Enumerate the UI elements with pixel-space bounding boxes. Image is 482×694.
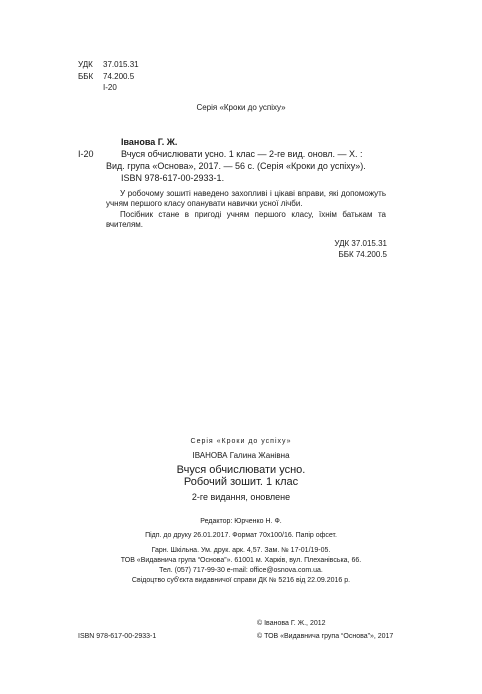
catalog-author: Іванова Г. Ж. bbox=[121, 137, 178, 147]
bbk-value: 74.200.5 bbox=[103, 72, 135, 81]
annotation-paragraph-1: У робочому зошиті наведено захопливі і цікаві вправи, які допоможуть учням першого класу опанувати навички усної лічби. bbox=[106, 189, 386, 208]
catalog-line-2: Вид. група «Основа», 2017. — 56 с. (Серія «Кроки до успіху»). bbox=[106, 161, 366, 171]
bbk-label: ББК bbox=[78, 72, 94, 81]
imprint-author: ІВАНОВА Галина Жанівна bbox=[192, 451, 290, 460]
imprint-publisher: ТОВ «Видавнича група “Основа”». 61001 м. Харків, вул. Плеханівська, 66. bbox=[120, 557, 362, 564]
imprint-edition: 2-ге видання, оновлене bbox=[191, 492, 291, 502]
imprint-series: Серія «Кроки до успіху» bbox=[190, 438, 292, 445]
udk-value: 37.015.31 bbox=[103, 60, 139, 69]
catalog-isbn: ISBN 978-617-00-2933-1. bbox=[121, 173, 225, 183]
catalog-line-1: Вчуся обчислювати усно. 1 клас — 2-ге вид. оновл. — Х. : bbox=[121, 149, 363, 159]
udk-label: УДК bbox=[78, 60, 93, 69]
author-index-code: І-20 bbox=[103, 83, 117, 92]
imprint-font-info: Гарн. Шкільна. Ум. друк. арк. 4,57. Зам. № 17-01/19-05. bbox=[151, 547, 331, 554]
catalog-index: І-20 bbox=[78, 149, 94, 159]
footer-isbn: ISBN 978-617-00-2933-1 bbox=[78, 633, 157, 640]
copyright-author: © Іванова Г. Ж., 2012 bbox=[257, 620, 326, 627]
copyright-publisher: © ТОВ «Видавнича група “Основа”», 2017 bbox=[257, 633, 394, 640]
annotation-paragraph-2: Посібник стане в пригоді учням першого класу, їхнім батькам та вчителям. bbox=[106, 210, 386, 229]
imprint-contacts: Тел. (057) 717-99-30 e-mail: office@osnova.com.ua. bbox=[159, 567, 323, 574]
catalog-udk: УДК 37.015.31 bbox=[334, 239, 387, 248]
imprint-editor: Редактор: Юрченко Н. Ф. bbox=[200, 518, 282, 525]
imprint-title-line-2: Робочий зошит. 1 клас bbox=[183, 476, 299, 488]
imprint-printing: Підп. до друку 26.01.2017. Формат 70х100/16. Папір офсет. bbox=[145, 532, 337, 539]
imprint-title-line-1: Вчуся обчислювати усно. bbox=[176, 464, 306, 476]
catalog-bbk: ББК 74.200.5 bbox=[338, 250, 387, 259]
imprint-certificate: Свідоцтво суб'єкта видавничої справи ДК № 5216 від 22.09.2016 р. bbox=[131, 577, 351, 584]
series-title-top: Серія «Кроки до успіху» bbox=[196, 103, 286, 112]
